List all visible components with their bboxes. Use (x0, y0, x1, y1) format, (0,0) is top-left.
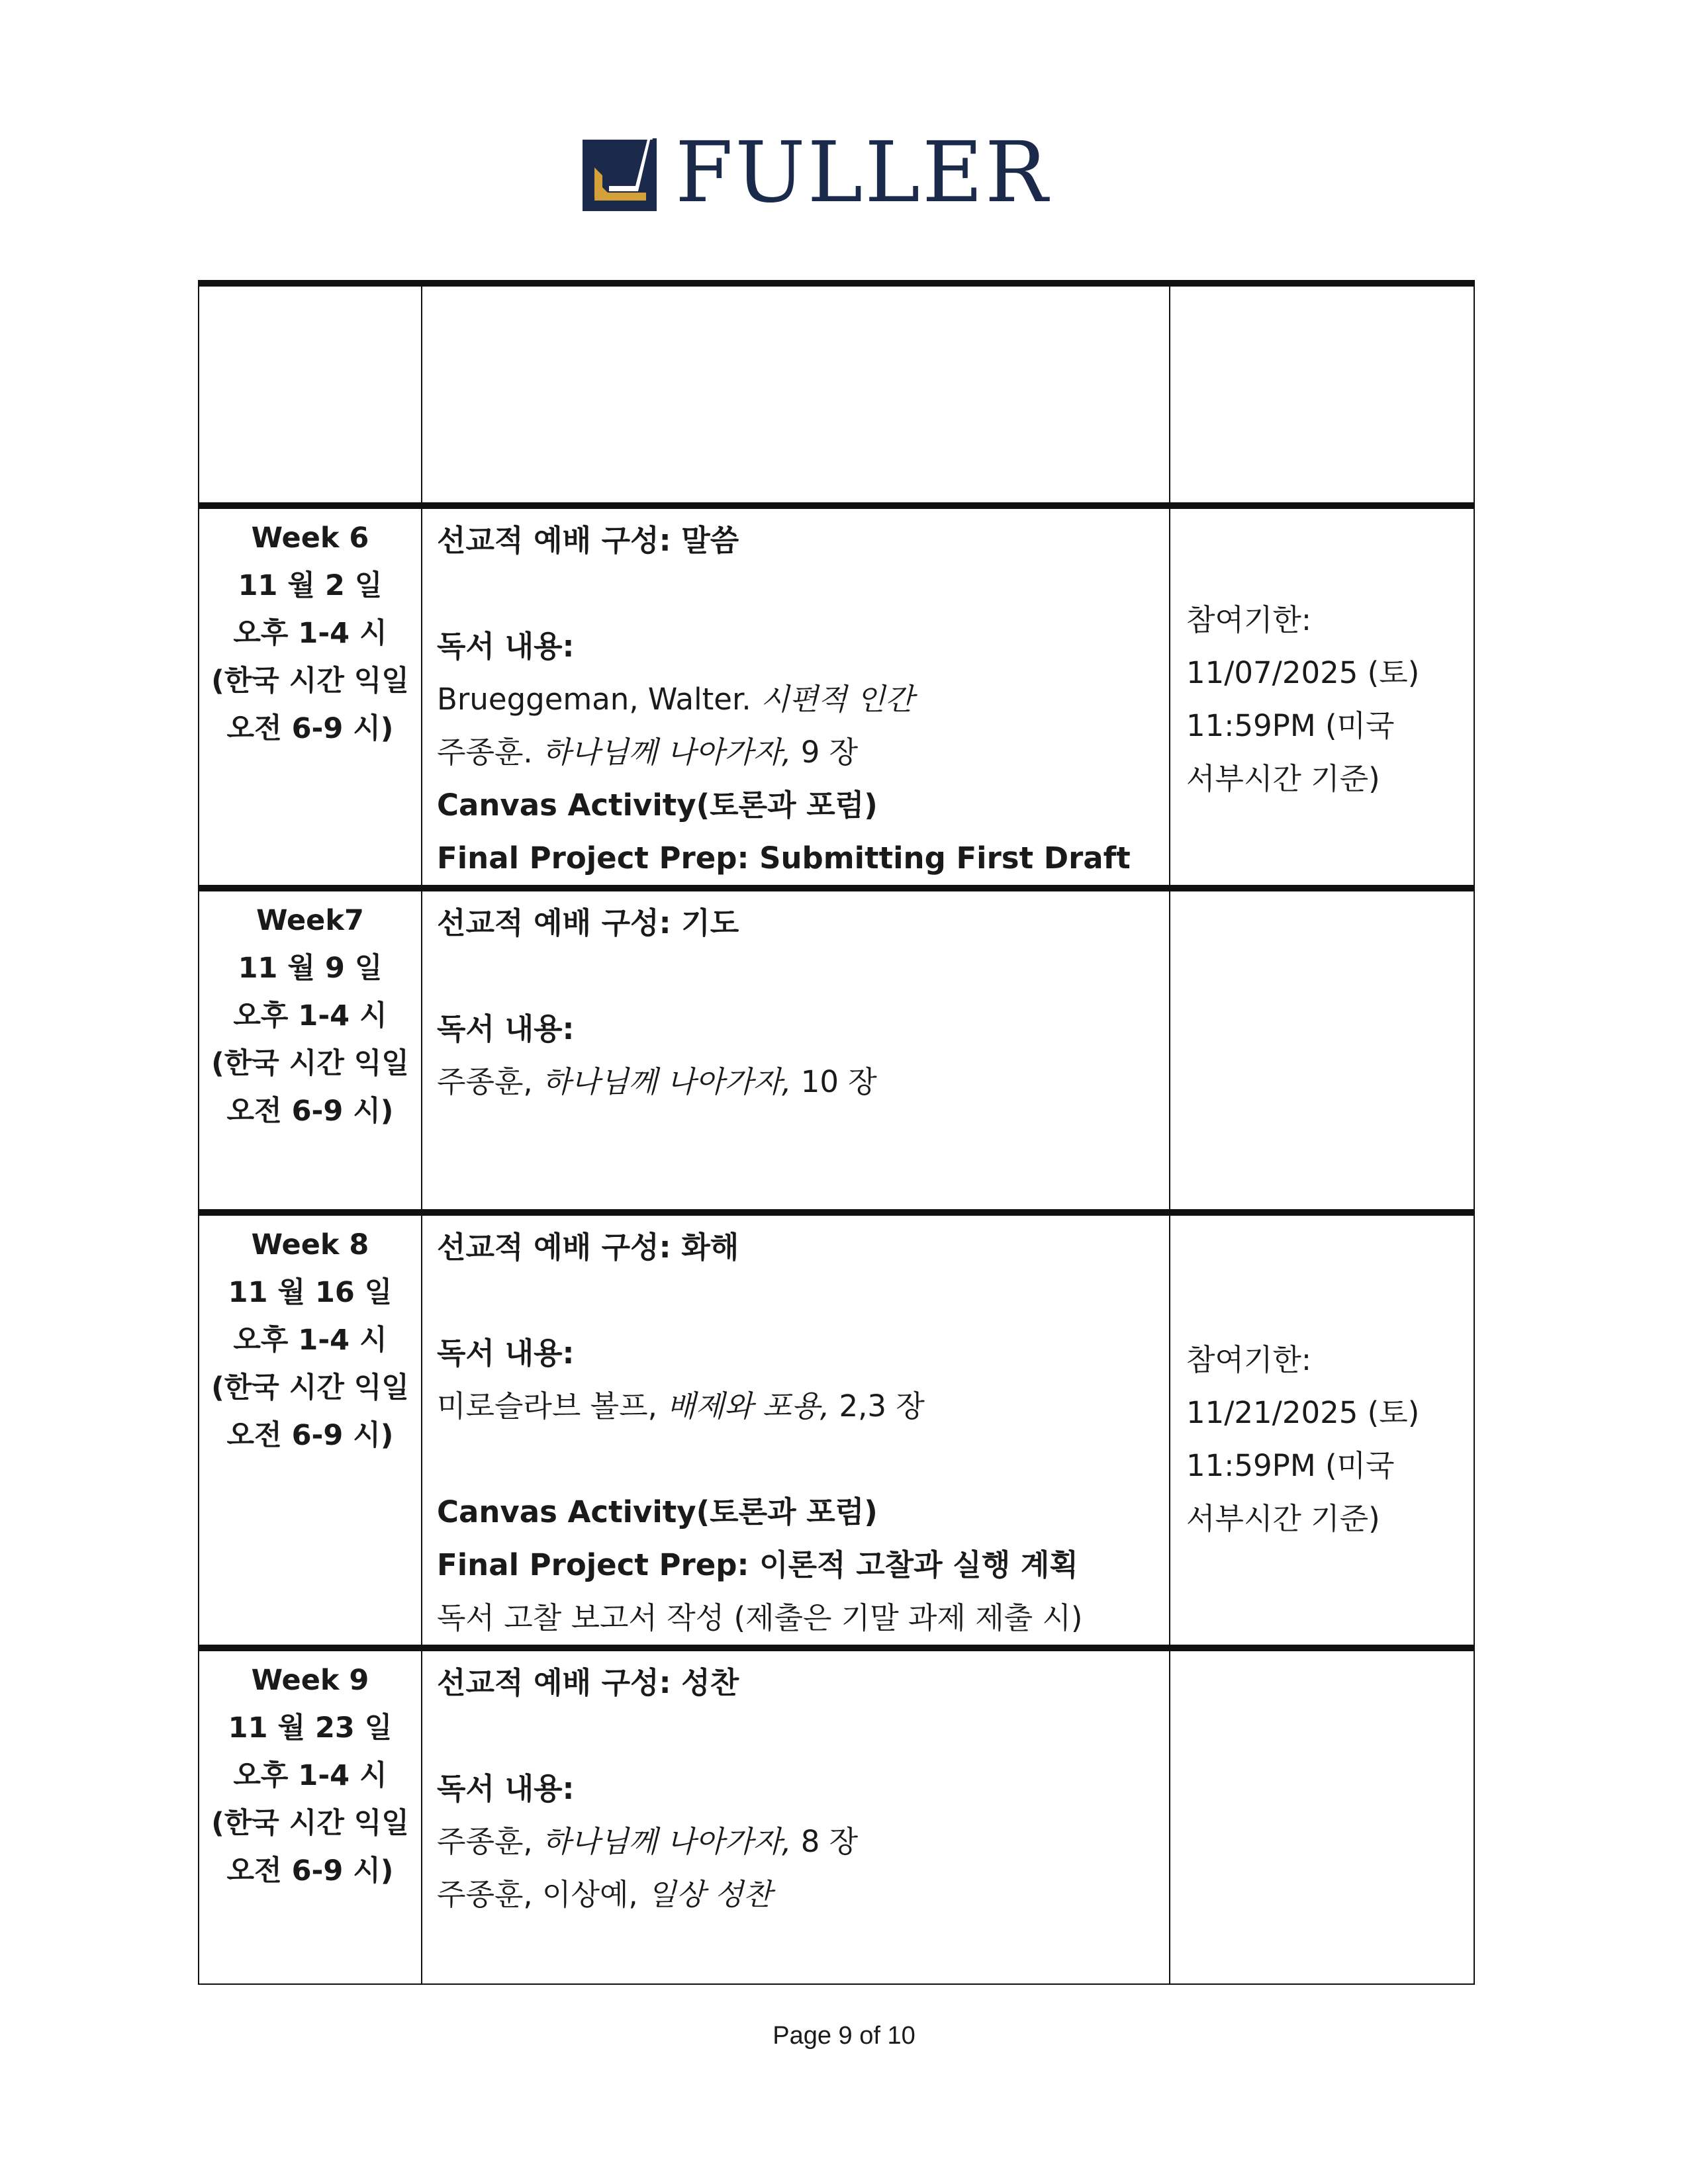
table-row-week7 (199, 888, 1474, 1212)
content-cell (422, 506, 1170, 888)
reading-label: 독서 내용: (437, 1771, 575, 1806)
due-date: 11/07/2025 (토) (1186, 655, 1420, 690)
reading-item: 주종훈, 하나님께 나아가자, 8 장 (437, 1824, 859, 1859)
canvas-activity: Canvas Activity(토론과 포럼) (437, 1494, 878, 1529)
due-time: 11:59PM (미국 (1186, 1448, 1395, 1483)
course-schedule-table (198, 280, 1475, 1985)
due-cell (1170, 1648, 1474, 1984)
topic-heading: 선교적 예배 구성: 성찬 (437, 1665, 739, 1700)
week-korea-time: (한국 시간 익일 (211, 664, 409, 698)
reading-item: 주종훈, 하나님께 나아가자, 10 장 (437, 1064, 877, 1099)
week-time: 오후 1-4 시 (233, 999, 387, 1032)
week-date: 11 월 16 일 (228, 1276, 393, 1309)
week-cell (199, 1212, 422, 1648)
due-zone: 서부시간 기준) (1186, 761, 1380, 796)
due-label: 참여기한: (1186, 602, 1312, 637)
week-cell (199, 506, 422, 888)
table-row-top-continuation (199, 283, 1474, 506)
content-cell (422, 888, 1170, 1212)
reading-label: 독서 내용: (437, 629, 575, 664)
week-korea-time: (한국 시간 익일 (211, 1371, 409, 1404)
reading-item: Brueggeman, Walter. 시편적 인간 (437, 682, 914, 717)
due-time: 11:59PM (미국 (1186, 708, 1395, 743)
topic-heading: 선교적 예배 구성: 화해 (437, 1230, 739, 1265)
fuller-logo (583, 124, 1050, 221)
empty-cell (422, 283, 1170, 506)
fuller-book-icon (583, 134, 657, 211)
page-number: Page 9 of 10 (773, 2022, 915, 2050)
week-time: 오후 1-4 시 (233, 617, 387, 650)
logo-wordmark: FULLER (675, 124, 1050, 221)
week-korea-time-2: 오전 6-9 시) (226, 712, 394, 745)
week-label: Week7 (256, 904, 364, 937)
week-korea-time-2: 오전 6-9 시) (226, 1095, 394, 1128)
canvas-activity: Canvas Activity(토론과 포럼) (437, 788, 878, 823)
reading-item: 미로슬라브 볼프, 배제와 포용, 2,3 장 (437, 1388, 925, 1424)
week-time: 오후 1-4 시 (233, 1324, 387, 1357)
due-cell (1170, 888, 1474, 1212)
due-zone: 서부시간 기준) (1186, 1501, 1380, 1536)
week-date: 11 월 2 일 (238, 569, 383, 602)
week-label: Week 6 (251, 522, 369, 555)
topic-heading: 선교적 예배 구성: 말씀 (437, 523, 739, 558)
week-label: Week 8 (251, 1228, 369, 1261)
table-row-week6 (199, 506, 1474, 888)
reading-item: 주종훈, 이상예, 일상 성찬 (437, 1877, 773, 1912)
table-row-week9 (199, 1648, 1474, 1984)
reading-label: 독서 내용: (437, 1336, 575, 1371)
week-label: Week 9 (251, 1664, 369, 1697)
due-label: 참여기한: (1186, 1342, 1312, 1377)
week-korea-time: (한국 시간 익일 (211, 1807, 409, 1840)
week-cell (199, 1648, 422, 1984)
week-time: 오후 1-4 시 (233, 1759, 387, 1792)
report-note: 독서 고찰 보고서 작성 (제출은 기말 과제 제출 시) (437, 1600, 1083, 1635)
content-cell (422, 1212, 1170, 1648)
week-korea-time-2: 오전 6-9 시) (226, 1419, 394, 1452)
table-row-week8 (199, 1212, 1474, 1648)
due-cell (1170, 1212, 1474, 1648)
week-cell (199, 888, 422, 1212)
week-korea-time: (한국 시간 익일 (211, 1047, 409, 1080)
empty-cell (1170, 283, 1474, 506)
due-cell (1170, 506, 1474, 888)
content-cell (422, 1648, 1170, 1984)
final-project-prep: Final Project Prep: Submitting First Draft (437, 841, 1131, 876)
reading-item: 주종훈. 하나님께 나아가자, 9 장 (437, 735, 859, 770)
week-date: 11 월 23 일 (228, 1711, 393, 1745)
reading-label: 독서 내용: (437, 1011, 575, 1046)
empty-cell (199, 283, 422, 506)
final-project-prep: Final Project Prep: 이론적 고찰과 실행 계획 (437, 1547, 1078, 1582)
topic-heading: 선교적 예배 구성: 기도 (437, 905, 739, 940)
week-date: 11 월 9 일 (238, 952, 383, 985)
due-date: 11/21/2025 (토) (1186, 1395, 1420, 1430)
week-korea-time-2: 오전 6-9 시) (226, 1854, 394, 1888)
